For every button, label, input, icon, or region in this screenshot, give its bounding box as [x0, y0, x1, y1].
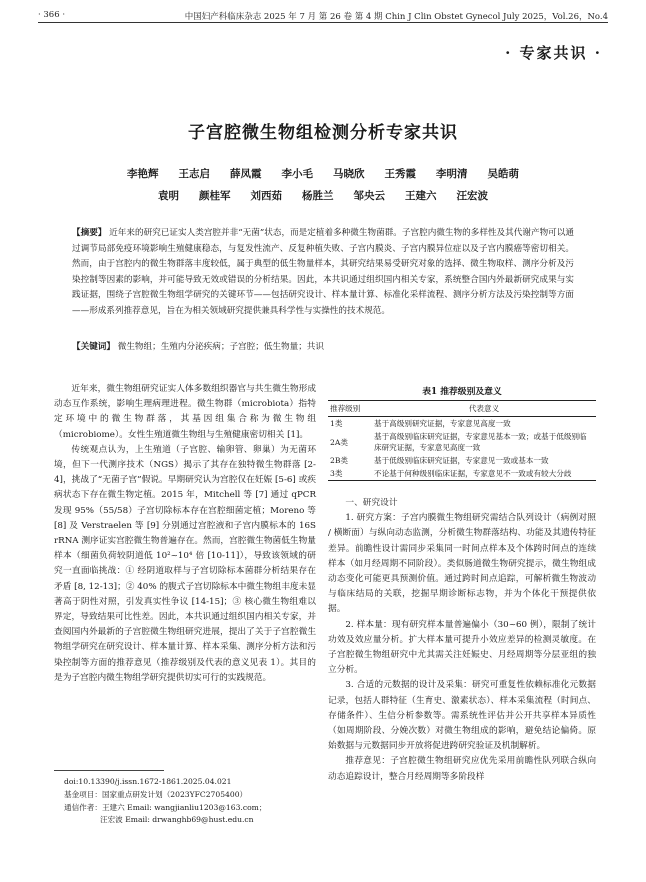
- author-name: 袁明: [158, 190, 179, 202]
- footnote-rule: [54, 770, 164, 771]
- article-title: 子宫腔微生物组检测分析专家共识: [188, 123, 458, 143]
- body-paragraph: 传统观点认为，上生殖道（子宫腔、输卵管、卵巢）为无菌环境，但下一代测序技术（NGS）揭示了其存在独特微生物群落 [2-4]，挑战了“无菌子宫”假说。早期研究认为宫腔仅在妊娠 [5-6] 或疾病状态下存在微生物定植。2015 年，Mitchell 等 [7] 通过 qPCR 发现 95%（55/58）子宫切除标本存在宫腔细菌定植；Moreno 等 [8] 及 Verstraelen 等 [9] 分别通过宫腔液和子宫内膜标本的 16S rRNA 测序证实宫腔微生物普遍存在。然而，宫腔微生物菌低生物量样本（细菌负荷较阴道低 10²~10⁴ 倍 [10-11]），导致该领域的研究一直面临挑战：① 经阴道取样与子宫切除标本菌群分析结果存在矛盾 [8, 12-13]；② 40% 的腹式子宫切除标本中微生物组丰度未显著高于阴性对照，引发真实性争议 [14-15]；③ 核心微生物组难以界定，导致结果可比性差。因此，本共识通过组织国内相关专家，并查阅国内外最新的子宫腔微生物组研究进展，提出了关于子宫腔微生物组学研究在研究设计、样本量计算、样本采集、测序分析方法和污染控制等方面的推荐意见（推荐级别及代表的意义见表 1）。其目的是为子宫腔内微生物组学研究提供切实可行的实践规范。: [54, 444, 316, 683]
- author-name: 邹央云: [353, 190, 385, 202]
- running-header: [38, 8, 608, 26]
- author-name: 王志启: [178, 168, 210, 180]
- body-paragraph: 2. 样本量：现有研究样本量普遍偏小（30~60 例），限制了统计功效及效应量分析。扩大样本量可提升小效应差异的检测灵敏度。在子宫腔微生物组研究中尤其需关注妊娠史、月经周期等分层亚组的独立分析。: [328, 619, 596, 676]
- body-paragraph: 推荐意见：子宫腔微生物组研究应优先采用前瞻性队列联合纵向动态追踪设计，整合月经周期等多阶段样: [328, 756, 596, 782]
- keywords-label: 【关键词】: [72, 342, 115, 352]
- table-header-row: [328, 401, 596, 417]
- author-name: 李艳辉: [127, 168, 159, 180]
- grade-cell: 1类: [330, 419, 343, 428]
- doi-footnote: doi:10.13390/j.issn.1672-1861.2025.04.021: [64, 777, 232, 786]
- abstract: [72, 226, 574, 320]
- body-paragraph: 1. 研究方案：子宫内膜微生物组研究需结合队列设计（病例对照 / 横断面）与纵向动态监测，分析微生物群落结构、功能及其遗传特征差异。前瞻性设计需同步采集同一时间点样本及个体跨时间点的连续样本（如月经周期不同阶段）。类似肠道微生物研究提示，微生物组成动态变化可能更具预测价值。通过跨时间点追踪，可解析微生物波动与临床结局的关联，挖掘早期诊断标志物，并为个体化干预提供依据。: [328, 513, 596, 615]
- author-list-row-2: [60, 188, 586, 203]
- table-header-cell: 推荐级别: [328, 401, 372, 417]
- author-name: 王秀霞: [384, 168, 416, 180]
- author-name: 李小毛: [281, 168, 313, 180]
- correspondence-footnote: 汪宏波 Email: drwanghb69@hust.edu.cn: [100, 815, 254, 825]
- grade-cell: 2B类: [330, 456, 349, 465]
- keywords-text: 微生物组；生殖内分泌疾病；子宫腔；低生物量；共识: [117, 342, 324, 352]
- table-header-cell: 代表意义: [372, 401, 596, 417]
- table-title: 表1 推荐级别及意义: [422, 387, 502, 397]
- meaning-cell: 基于高级别临床研究证据，专家意见基本一致；或基于低级别临床研究证据，专家意见高度一致: [374, 432, 587, 452]
- left-column-body: [54, 382, 316, 686]
- header-rule: [38, 22, 608, 23]
- author-name: 薛凤霞: [230, 168, 262, 180]
- author-name: 颜桂军: [199, 190, 231, 202]
- meaning-cell: 基于低级别临床研究证据，专家意见一致或基本一致: [374, 456, 549, 465]
- abstract-label: 【摘要】: [72, 228, 107, 238]
- footnotes: [64, 776, 319, 827]
- meaning-cell: 基于高级别研究证据，专家意见高度一致: [374, 419, 511, 428]
- author-name: 汪宏波: [456, 190, 488, 202]
- journal-citation: 中国妇产科临床杂志 2025 年 7 月 第 26 卷 第 4 期 Chin J Clin Obstet Gynecol July 2025，Vol.26，No.4: [184, 12, 608, 22]
- author-name: 王建六: [405, 190, 437, 202]
- author-name: 马晓欣: [333, 168, 365, 180]
- section-heading: 一、研究设计: [345, 498, 398, 508]
- right-column-body: [328, 496, 596, 785]
- page-number: · 366 ·: [38, 10, 66, 20]
- author-name: 李明清: [436, 168, 468, 180]
- table-row: [328, 467, 596, 481]
- table-row: [328, 430, 596, 454]
- abstract-text: 近年来的研究已证实人类宫腔并非“无菌”状态，而是定植着多种微生物菌群。子宫腔内微生物的多样性及其代谢产物可以通过调节局部免疫环境影响生殖健康稳态，与复发性流产、反复种植失败、子宫内膜炎、子宫内膜异位症以及子宫内膜癌等密切相关。然而，由于宫腔内的微生物群落丰度较低，属于典型的低生物量样本，其研究结果易受研究对象的选择、微生物取样、测序分析及污染控制等因素的影响，并可能导致无效或错误的分析结果。因此，本共识通过组织国内相关专家，系统整合国内外最新研究成果与实践证据，围绕子宫腔微生物组学研究的关键环节——包括研究设计、样本量计算、标准化采样流程、测序分析方法及污染控制等方面——形成系列推荐意见，旨在为相关领域研究提供兼具科学性与实操性的技术规范。: [72, 228, 574, 316]
- table-row: [328, 417, 596, 431]
- keywords: [72, 340, 574, 352]
- author-list-row-1: [60, 166, 586, 181]
- correspondence-footnote: 通信作者：王建六 Email: wangjianliu1203@163.com；: [64, 802, 267, 812]
- meaning-cell: 不论基于何种级别临床证据，专家意见不一致或有较大分歧: [372, 467, 596, 481]
- grade-cell: 2A类: [330, 437, 348, 447]
- grade-cell: 3类: [328, 467, 372, 481]
- author-name: 刘西茹: [250, 190, 282, 202]
- body-paragraph: 近年来，微生物组研究证实人体多数组织器官与共生微生物形成动态互作系统，影响生理病理进程。微生物群（microbiota）指特定环境中的微生物群落，其基因组集合称为微生物组（microbiome）。女性生殖道微生物组与生殖健康密切相关 [1]。: [54, 384, 316, 440]
- author-name: 杨胜兰: [302, 190, 334, 202]
- author-name: 吴皓萌: [487, 168, 519, 180]
- body-paragraph: 3. 合适的元数据的设计及采集：研究可重复性依赖标准化元数据记录，包括人群特征（生育史、激素状态）、样本采集流程（时间点、存储条件）、生信分析参数等。需系统性评估并公开共享样本异质性（如周期阶段、分娩次数）对微生物组成的影响，避免结论偏倚。原始数据与元数据同步开放将促进跨研究验证及机制解析。: [328, 680, 596, 752]
- table-row: [328, 454, 596, 467]
- section-tag: · 专家共识 ·: [505, 44, 602, 62]
- funding-footnote: 基金项目：国家重点研发计划（2023YFC2705400）: [64, 789, 248, 799]
- recommendation-grade-table: [328, 400, 596, 481]
